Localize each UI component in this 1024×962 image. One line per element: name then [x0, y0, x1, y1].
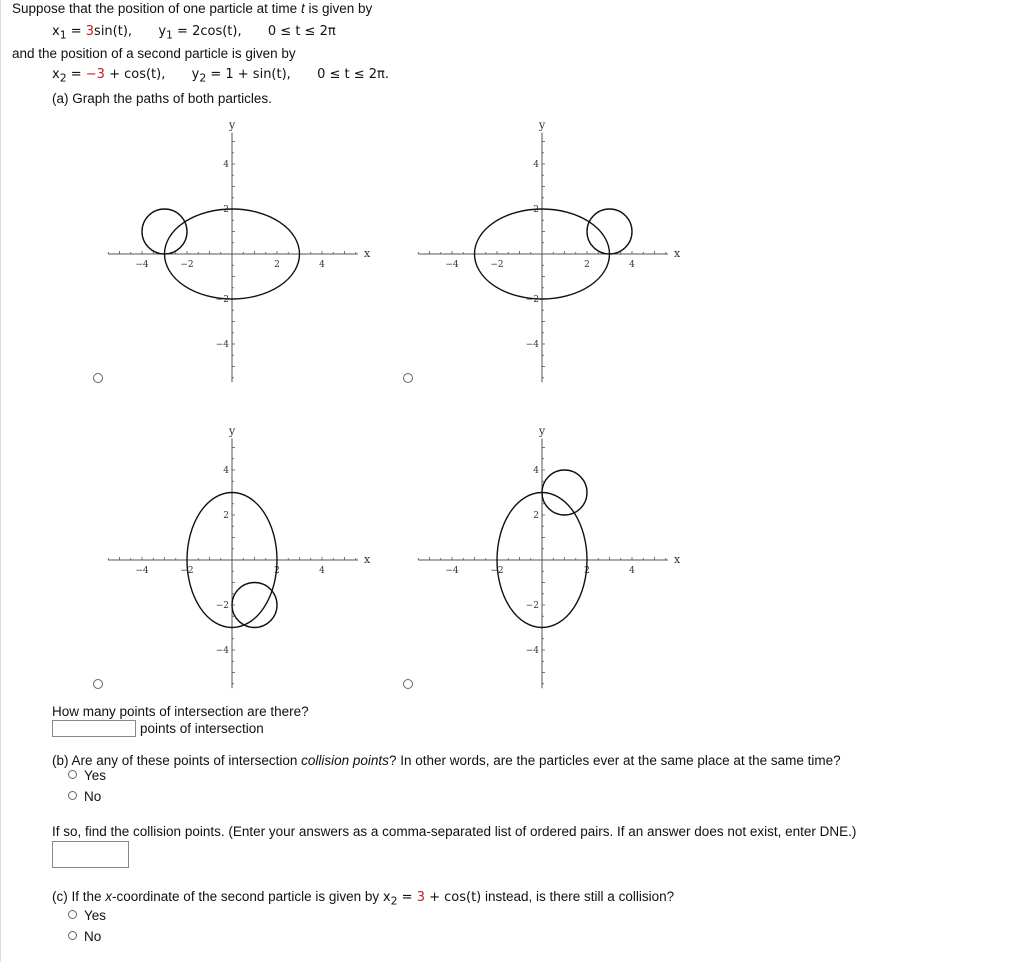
x-tick-label: 2	[274, 260, 280, 270]
eq1-x-eq: =	[66, 24, 86, 39]
y-tick-label: 4	[533, 160, 539, 170]
y-tick-label: 4	[223, 160, 229, 170]
intersections-input[interactable]	[52, 720, 136, 737]
y-axis-label: y	[229, 424, 236, 438]
eq2-x-sub: 2	[59, 71, 67, 85]
equation-particle-1	[52, 24, 336, 42]
graph-option-1	[100, 108, 380, 388]
x-tick-label: −2	[490, 566, 504, 576]
x-axis-label: x	[674, 553, 681, 566]
second-particle-text: and the position of a second particle is given by	[12, 46, 296, 61]
x-tick-label: −2	[180, 566, 194, 576]
part-b-no-option[interactable]	[68, 789, 101, 804]
y-tick-label: −2	[215, 295, 229, 305]
y-tick-label: 2	[223, 511, 229, 521]
eq2-y-sub: 2	[199, 71, 207, 85]
y-tick-label: −4	[525, 340, 539, 350]
x-axis-label: x	[364, 553, 371, 566]
yes-label: Yes	[84, 768, 107, 783]
eq2-x: x	[52, 67, 60, 82]
y-tick-label: −2	[525, 601, 539, 611]
eq1-range: 0 ≤ t ≤ 2π	[267, 24, 336, 39]
part-c-prompt	[52, 889, 674, 908]
eq2-range: 0 ≤ t ≤ 2π.	[317, 67, 390, 82]
collision-instructions: If so, find the collision points. (Enter your answers as a comma-separated list of ordered pairs. If an answer does not exist, enter DNE.)	[52, 824, 857, 839]
y-axis-label: y	[539, 118, 546, 132]
particle-2-path	[232, 583, 277, 628]
graph-option-3	[100, 414, 380, 694]
x-tick-label: −4	[445, 260, 459, 270]
y-tick-label: −4	[215, 340, 229, 350]
y-tick-label: 4	[223, 466, 229, 476]
x-tick-label: −4	[135, 566, 149, 576]
y-tick-label: 2	[533, 511, 539, 521]
y-axis-label: y	[229, 118, 236, 132]
eq1-y-sub: 1	[166, 28, 173, 42]
y-tick-label: −2	[525, 295, 539, 305]
radio-icon[interactable]	[68, 931, 77, 940]
eq2-x-eq: =	[66, 67, 86, 82]
intersections-suffix: points of intersection	[140, 721, 264, 736]
x-axis-label: x	[674, 247, 681, 260]
problem-intro	[12, 1, 372, 16]
eq1-x-rest: sin(t),	[94, 24, 133, 39]
intersections-question: How many points of intersection are there?	[52, 704, 309, 719]
x-tick-label: 4	[319, 260, 325, 270]
eq2-x-coef: −3	[85, 67, 105, 82]
y-tick-label: −4	[525, 646, 539, 656]
part-c-x-coef: 3	[416, 890, 425, 905]
part-c-yes-option[interactable]	[68, 908, 106, 923]
x-tick-label: 2	[584, 566, 590, 576]
radio-icon[interactable]	[68, 770, 77, 779]
radio-icon[interactable]	[68, 791, 77, 800]
y-axis-label: y	[539, 424, 546, 438]
intro-end: is given by	[308, 1, 373, 16]
no-label: No	[84, 929, 102, 944]
eq1-x: x	[52, 24, 60, 39]
y-tick-label: 4	[533, 466, 539, 476]
part-c-pre: (c) If the	[52, 889, 106, 904]
part-b-pre: (b) Are any of these points of intersection	[52, 753, 302, 768]
part-b-yes-option[interactable]	[68, 768, 106, 783]
x-axis-label: x	[364, 247, 371, 260]
x-tick-label: −2	[180, 260, 194, 270]
part-c-x: x	[382, 890, 391, 905]
x-tick-label: −2	[490, 260, 504, 270]
part-c-post: instead, is there still a collision?	[481, 889, 675, 904]
x-tick-label: 4	[319, 566, 325, 576]
left-border	[0, 0, 1, 962]
eq1-x-coef: 3	[85, 24, 95, 39]
x-tick-label: 4	[629, 566, 635, 576]
part-c-x-rest: + cos(t)	[424, 890, 482, 905]
eq1-x-sub: 1	[59, 28, 67, 42]
no-label: No	[84, 789, 102, 804]
yes-label: Yes	[84, 908, 107, 923]
equation-particle-2	[52, 67, 389, 85]
part-c-x-sub: 2	[390, 894, 398, 908]
eq2-x-rest: + cos(t),	[104, 67, 166, 82]
eq2-y-rest: = 1 + sin(t),	[206, 67, 291, 82]
intro-t: t	[300, 1, 305, 16]
part-b-prompt	[52, 753, 841, 768]
y-tick-label: 2	[223, 205, 229, 215]
x-tick-label: −4	[135, 260, 149, 270]
x-tick-label: 2	[274, 566, 280, 576]
part-b-em: collision points	[301, 753, 389, 768]
part-c-mid: -coordinate of the second particle is given by	[112, 889, 383, 904]
graph-option-4	[410, 414, 690, 694]
part-c-no-option[interactable]	[68, 929, 101, 944]
graph-option-2	[410, 108, 690, 388]
intro-text: Suppose that the position of one particle at time	[12, 1, 298, 16]
x-tick-label: 2	[584, 260, 590, 270]
collision-points-input[interactable]	[52, 841, 129, 868]
part-c-em: x	[105, 889, 113, 904]
y-tick-label: 2	[533, 205, 539, 215]
y-tick-label: −4	[215, 646, 229, 656]
x-tick-label: 4	[629, 260, 635, 270]
part-b-post: ? In other words, are the particles ever at the same place at the same time?	[388, 753, 841, 768]
y-tick-label: −2	[215, 601, 229, 611]
radio-icon[interactable]	[68, 910, 77, 919]
part-a-prompt: (a) Graph the paths of both particles.	[52, 91, 272, 106]
eq1-y-rest: = 2cos(t),	[172, 24, 242, 39]
part-c-x-eq: =	[397, 890, 417, 905]
eq2-y: y	[191, 67, 200, 82]
x-tick-label: −4	[445, 566, 459, 576]
eq1-y: y	[158, 24, 167, 39]
